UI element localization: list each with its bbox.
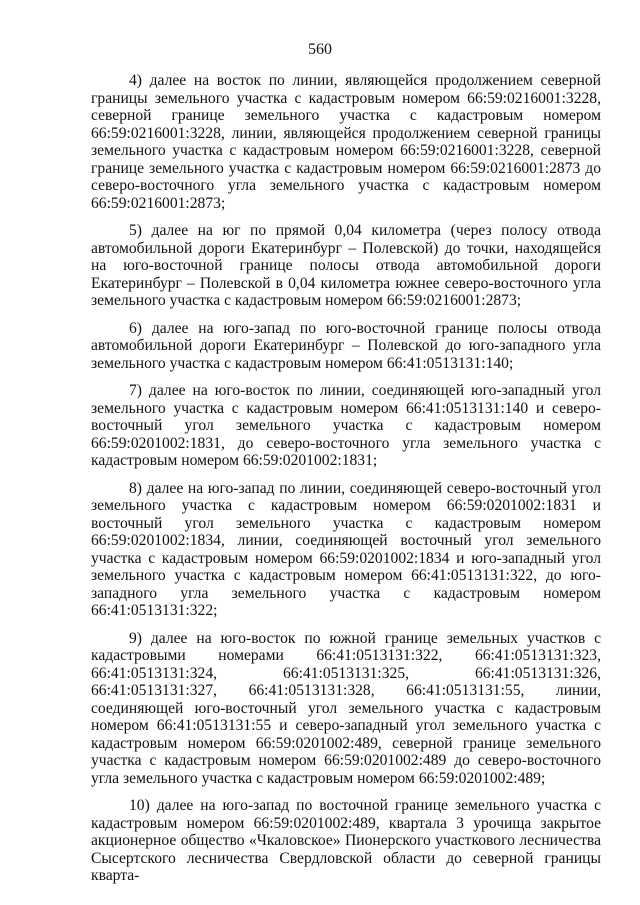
paragraph-6: 6) далее на юго-запад по юго-восточной границе полосы отвода автомобильной дороги Екатеринбург – Полевской до юго-западного угла земельного участка с кадастровым номером 66:41:0513131:140;	[91, 319, 601, 372]
page-number: 560	[308, 41, 332, 58]
paragraph-5: 5) далее на юг по прямой 0,04 километра (через полосу отвода автомобильной дороги Екатеринбург – Полевской) до точки, находящейся на юго-восточной границе полосы отвода автомобильной дороги Екатеринбург – Полевской в 0,04 километра южнее северо-восточного угла земельного участка с кадастровым номером 66:59:0216001:2873;	[91, 222, 601, 309]
paragraph-7: 7) далее на юго-восток по линии, соединяющей юго-западный угол земельного участка с кадастровым номером 66:41:0513131:140 и северо-восточный угол земельного участка с кадастровым номером 66:59:0201002:1831, до северо-восточного угла земельного участка с кадастровым номером 66:59:0201002:1831;	[91, 382, 601, 469]
paragraph-4: 4) далее на восток по линии, являющейся продолжением северной границы земельного участка с кадастровым номером 66:59:0216001:3228, северной границе земельного участка с кадастровым номером 66:59:0216001:3228, линии, являющейся продолжением северной границы земельного участка с кадастровым номером 66:59:0216001:3228, северной границе земельного участка с кадастровым номером 66:59:0216001:2873 до северо-восточного угла земельного участка с кадастровым номером 66:59:0216001:2873;	[91, 72, 601, 212]
paragraph-9: 9) далее на юго-восток по южной границе земельных участков с кадастровыми номерами 66:41:0513131:322, 66:41:0513131:323, 66:41:0513131:324, 66:41:0513131:325, 66:41:0513131:326, 66:41:0513131:327, 66:41:0513131:328, 66:41:0513131:55, линии, соединяющей юго-восточный угол земельного участка с кадастровым номером 66:41:0513131:55 и северо-западный угол земельного участка с кадастровым номером 66:59:0201002:489, северной границе земельного участка с кадастровым номером 66:59:0201002:489 до северо-восточного угла земельного участка с кадастровым номером 66:59:0201002:489;	[91, 629, 601, 787]
document-body	[91, 72, 601, 895]
paragraph-10: 10) далее на юго-запад по восточной границе земельного участка с кадастровым номером 66:59:0201002:489, квартала 3 урочища закрытое акционерное общество «Чкаловское» Пионерского участкового лесничества Сысертского лесничества Свердловской области до северной границы кварта-	[91, 797, 601, 884]
paragraph-8: 8) далее на юго-запад по линии, соединяющей северо-восточный угол земельного участка с кадастровым номером 66:59:0201002:1831 и восточный угол земельного участка с кадастровым номером 66:59:0201002:1834, линии, соединяющей восточный угол земельного участка с кадастровым номером 66:59:0201002:1834 и юго-западный угол земельного участка с кадастровым номером 66:41:0513131:322, до юго-западного угла земельного участка с кадастровым номером 66:41:0513131:322;	[91, 479, 601, 619]
